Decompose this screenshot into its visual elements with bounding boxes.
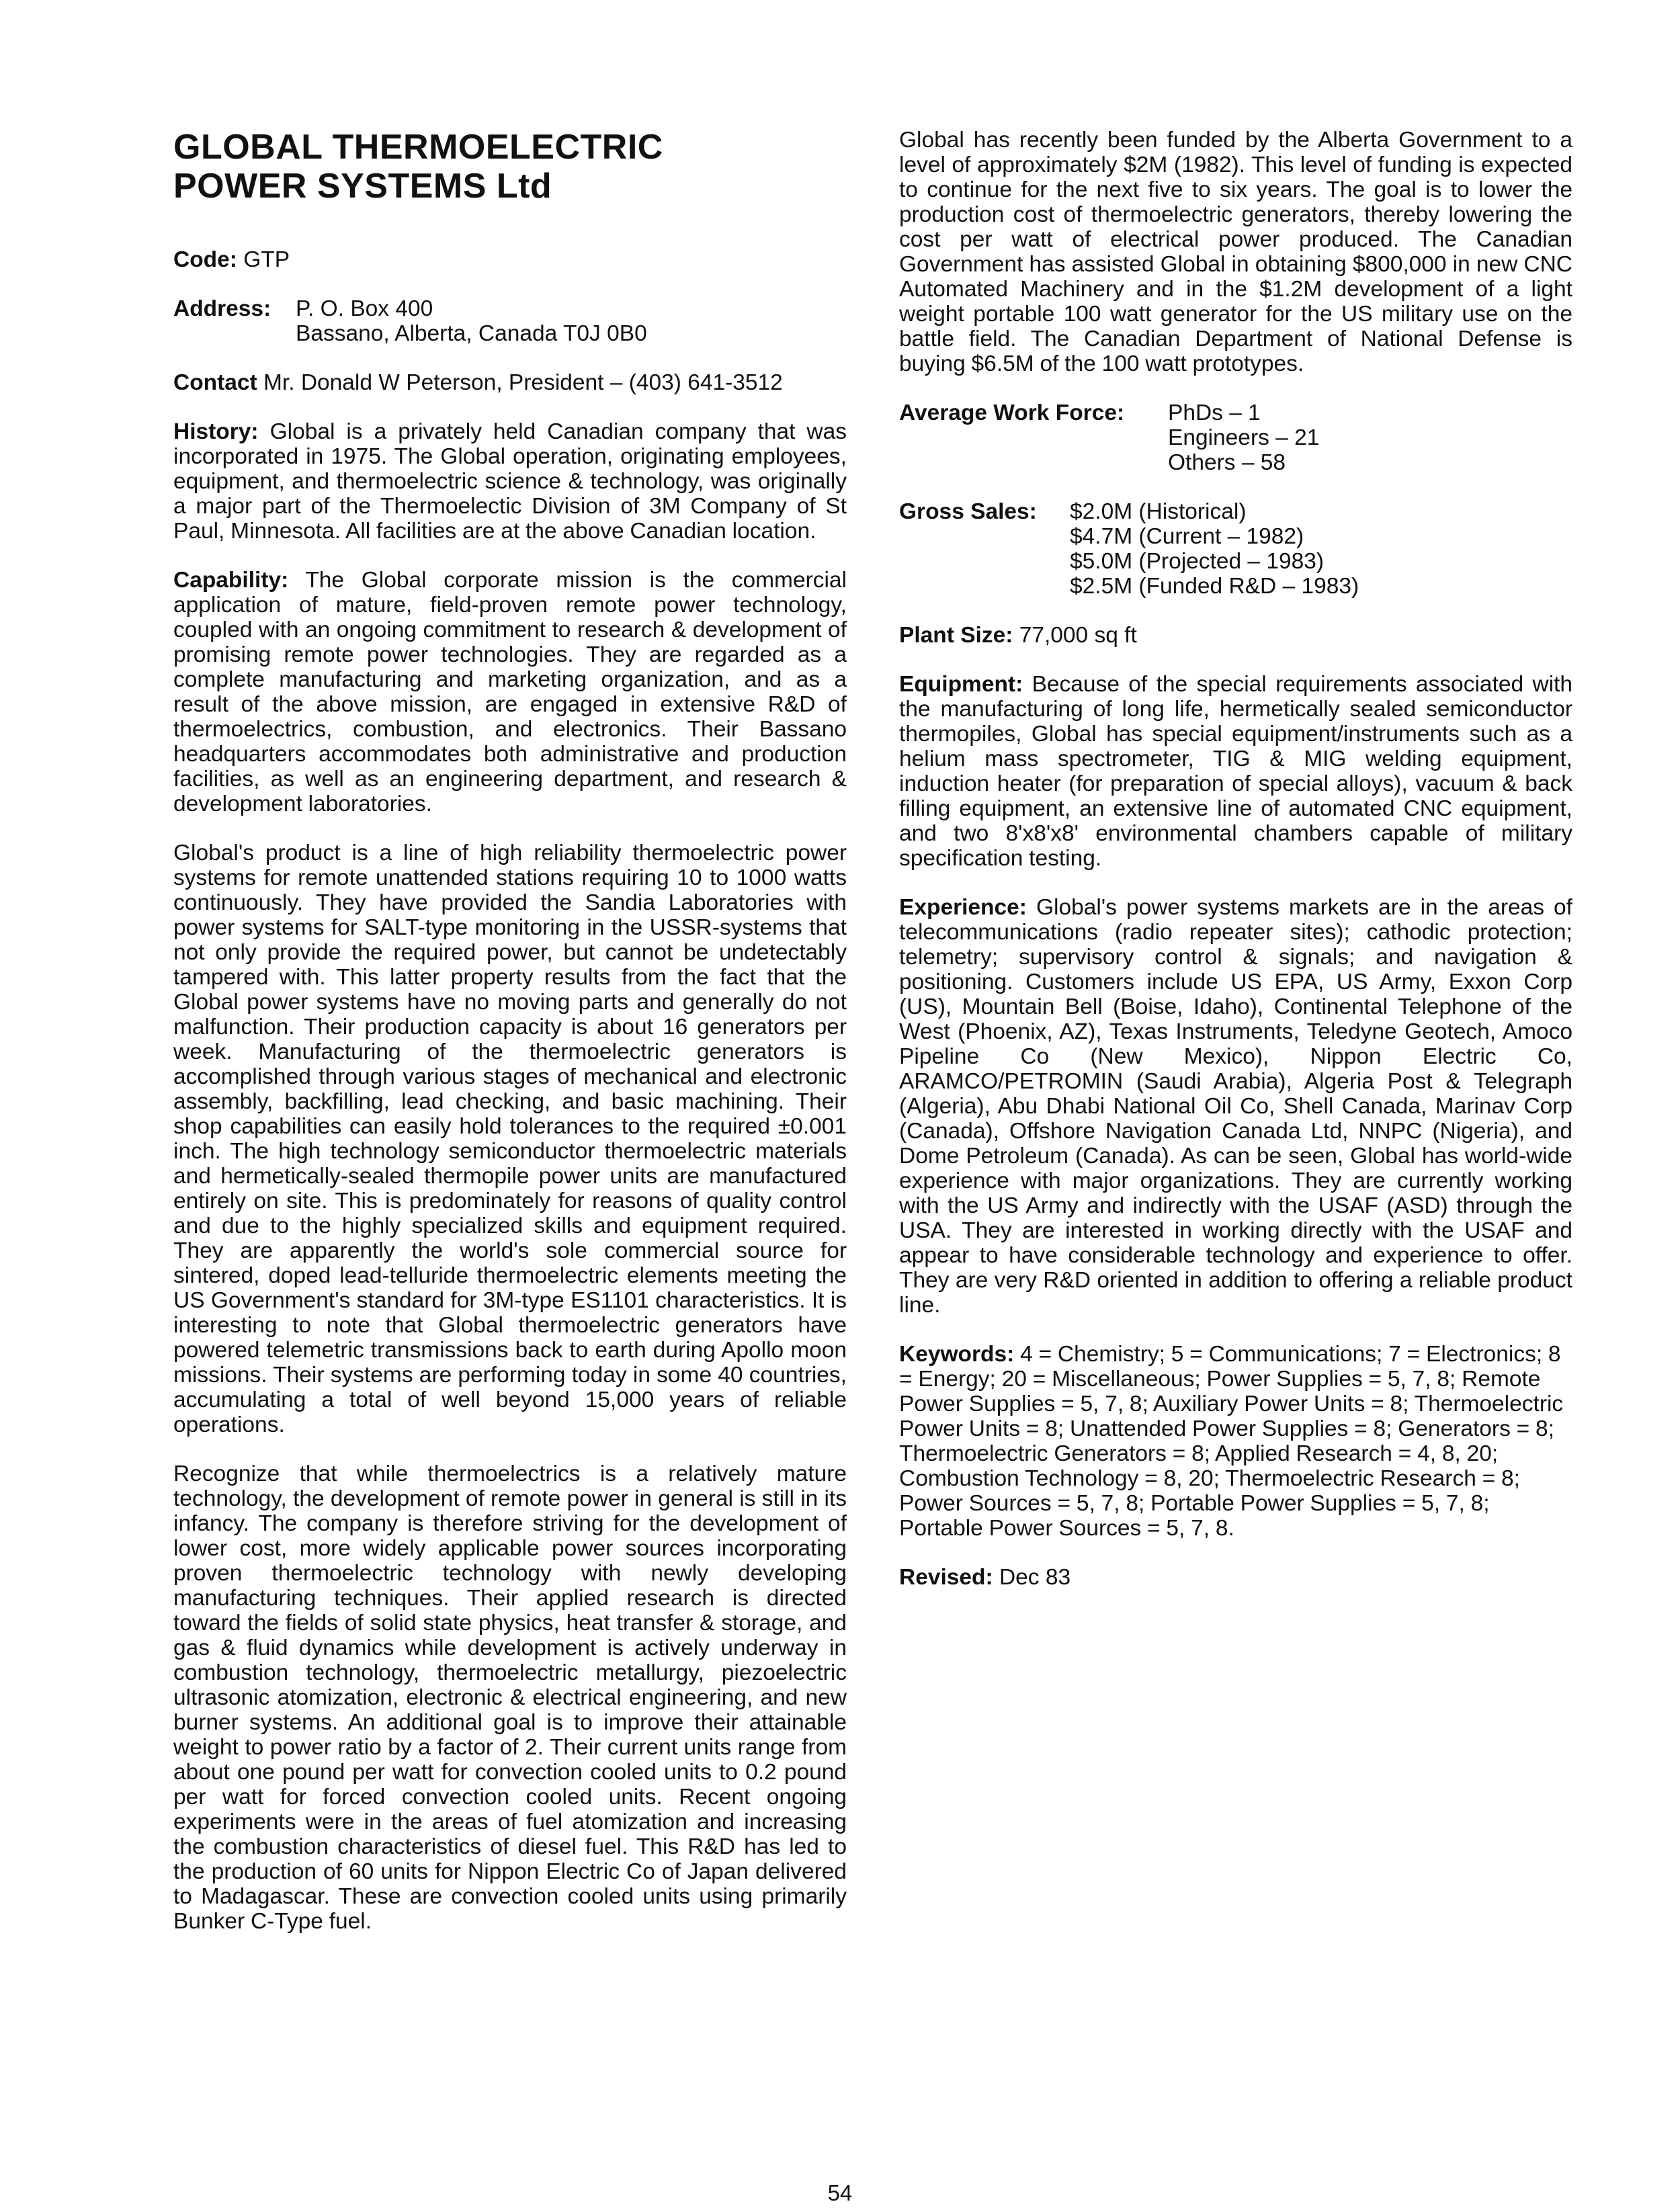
contact-label: Contact xyxy=(173,370,257,395)
plant-size-label: Plant Size: xyxy=(899,623,1013,648)
page-number: 54 xyxy=(827,2180,853,2205)
history-text: Global is a privately held Canadian company that was incorporated in 1975. The Global operation, originating employees, equipment, and thermoelectric science & technology, was originally a major part of the Thermoelectic Division of 3M Company of St Paul, Minnesota. All facilities are at the above Canadian location. xyxy=(173,419,847,544)
address-label: Address: xyxy=(173,296,271,321)
work-force-others: Others – 58 xyxy=(1168,450,1286,475)
address-line-2: Bassano, Alberta, Canada T0J 0B0 xyxy=(296,321,647,346)
work-force-block xyxy=(899,400,1572,475)
gross-sales-current: $4.7M (Current – 1982) xyxy=(1070,524,1304,549)
experience-paragraph xyxy=(899,895,1572,1318)
gross-sales-historical: $2.0M (Historical) xyxy=(1070,499,1247,524)
equipment-text: Because of the special requirements associated with the manufacturing of long life, hermetically sealed semiconductor thermopiles, Global has special equipment/instruments such as a helium mass spectrometer, TIG & MIG welding equipment, induction heater (for preparation of special alloys), vacuum & back filling equipment, an extensive line of automated CNC equipment, and two 8'x8'x8' environmental chambers capable of military specification testing. xyxy=(899,672,1572,871)
capability-label: Capability: xyxy=(173,568,289,593)
product-paragraph: Global's product is a line of high reliability thermoelectric power systems for remote unattended stations requiring 10 to 1000 watts continuously. They have provided the Sandia Laboratories with power systems for SALT-type monitoring in the USSR-systems that not only provide the required power, but cannot be undetectably tampered with. This latter property results from the fact that the Global power systems have no moving parts and generally do not malfunction. Their production capacity is about 16 generators per week. Manufacturing of the thermoelectric generators is accomplished through various stages of mechanical and electronic assembly, backfilling, lead checking, and basic machining. Their shop capabilities can easily hold tolerances to the required ±0.001 inch. The high technology semiconductor thermoelectric materials and hermetically-sealed thermopile power units are manufactured entirely on site. This is predominately for reasons of quality control and due to the highly specialized skills and equipment required. They are apparently the world's sole commercial source for sintered, doped lead-telluride thermoelectric elements meeting the US Government's standard for 3M-type ES1101 characteristics. It is interesting to note that Global thermoelectric generators have powered telemetric transmissions back to earth during Apollo moon missions. Their systems are performing today in some 40 countries, accumulating a total of well beyond 15,000 years of reliable operations. xyxy=(173,841,847,1437)
title-line-2: POWER SYSTEMS Ltd xyxy=(173,167,552,206)
contact-field xyxy=(173,370,847,395)
code-field xyxy=(173,247,847,272)
capability-text: The Global corporate mission is the commercial application of mature, field-proven remote power technology, coupled with an ongoing commitment to research & development of promising remote power technologies. They are regarded as a complete manufacturing and marketing organization, and as a result of the above mission, are engaged in extensive R&D of thermoelectrics, combustion, and electronics. Their Bassano headquarters accommodates both administrative and production facilities, as well as an engineering department, and research & development laboratories. xyxy=(173,568,847,816)
keywords-paragraph xyxy=(899,1342,1572,1541)
keywords-label: Keywords: xyxy=(899,1342,1015,1367)
address-field xyxy=(173,296,847,346)
history-label: History: xyxy=(173,419,259,444)
gross-sales-funded: $2.5M (Funded R&D – 1983) xyxy=(1070,574,1359,599)
revised-label: Revised: xyxy=(899,1565,993,1590)
gross-sales-label: Gross Sales: xyxy=(899,499,1037,524)
gross-sales-projected: $5.0M (Projected – 1983) xyxy=(1070,549,1325,574)
code-value: GTP xyxy=(243,247,290,272)
right-column xyxy=(899,128,1572,1614)
work-force-engineers: Engineers – 21 xyxy=(1168,425,1320,450)
gross-sales-lines xyxy=(1070,499,1359,599)
left-column xyxy=(173,128,847,1958)
contact-value: Mr. Donald W Peterson, President – (403) 641-3512 xyxy=(263,370,783,395)
code-label: Code: xyxy=(173,247,237,272)
title-line-1: GLOBAL THERMOELECTRIC xyxy=(173,128,663,167)
plant-size-field xyxy=(899,623,1572,648)
keywords-text: 4 = Chemistry; 5 = Communications; 7 = Electronics; 8 = Energy; 20 = Miscellaneous; Power Supplies = 5, 7, 8; Remote Power Supplies = 5, 7, 8; Auxiliary Power Units = 8; Thermoelectric Power Units = 8; Unattended Power Supplies = 8; Generators = 8; Thermoelectric Generators = 8; Applied Research = 4, 8, 20; Combustion Technology = 8, 20; Thermoelectric Research = 8; Power Sources = 5, 7, 8; Portable Power Supplies = 5, 7, 8; Portable Power Sources = 5, 7, 8. xyxy=(899,1342,1564,1541)
funding-paragraph: Global has recently been funded by the Alberta Government to a level of approximately $2M (1982). This level of funding is expected to continue for the next five to six years. The goal is to lower the production cost of thermoelectric generators, thereby lowering the cost per watt of electrical power produced. The Canadian Government has assisted Global in obtaining $800,000 in new CNC Automated Machinery and in the $1.2M development of a light weight portable 100 watt generator for the US military use on the battle field. The Canadian Department of National Defense is buying $6.5M of the 100 watt prototypes. xyxy=(899,128,1572,376)
work-force-phds: PhDs – 1 xyxy=(1168,400,1261,425)
work-force-label: Average Work Force: xyxy=(899,400,1125,425)
experience-text: Global's power systems markets are in the areas of telecommunications (radio repeater sites); cathodic protection; telemetry; supervisory control & signals; and navigation & positioning. Customers include US EPA, US Army, Exxon Corp (US), Mountain Bell (Boise, Idaho), Continental Telephone of the West (Phoenix, AZ), Texas Instruments, Teledyne Geotech, Amoco Pipeline Co (New Mexico), Nippon Electric Co, ARAMCO/PETROMIN (Saudi Arabia), Algeria Post & Telegraph (Algeria), Abu Dhabi National Oil Co, Shell Canada, Marinav Corp (Canada), Offshore Navigation Canada Ltd, NNPC (Nigeria), and Dome Petroleum (Canada). As can be seen, Global has world-wide experience with major organizations. They are currently working with the US Army and indirectly with the USAF (ASD) through the USA. They are interested in working directly with the USAF and appear to have considerable technology and experience to offer. They are very R&D oriented in addition to offering a reliable product line. xyxy=(899,895,1572,1318)
plant-size-value: 77,000 sq ft xyxy=(1019,623,1137,648)
experience-label: Experience: xyxy=(899,895,1027,920)
equipment-paragraph xyxy=(899,672,1572,871)
gross-sales-block xyxy=(899,499,1572,599)
page-title xyxy=(173,128,847,206)
history-paragraph xyxy=(173,419,847,544)
equipment-label: Equipment: xyxy=(899,672,1023,697)
address-line-1: P. O. Box 400 xyxy=(296,296,433,321)
address-lines xyxy=(296,296,647,346)
work-force-lines xyxy=(1168,400,1319,475)
development-paragraph: Recognize that while thermoelectrics is a relatively mature technology, the development of remote power in general is still in its infancy. The company is therefore striving for the development of lower cost, more widely applicable power sources incorporating proven thermoelectric technology with newly developing manufacturing techniques. Their applied research is directed toward the fields of solid state physics, heat transfer & storage, and gas & fluid dynamics while development is actively underway in combustion technology, thermoelectric metallurgy, piezoelectric ultrasonic atomization, electronic & electrical engineering, and new burner systems. An additional goal is to improve their attainable weight to power ratio by a factor of 2. Their current units range from about one pound per watt for convection cooled units to 0.2 pound per watt for forced convection cooled units. Recent ongoing experiments were in the areas of fuel atomization and increasing the combustion characteristics of diesel fuel. This R&D has led to the production of 60 units for Nippon Electric Co of Japan delivered to Madagascar. These are convection cooled units using primarily Bunker C-Type fuel. xyxy=(173,1461,847,1934)
revised-value: Dec 83 xyxy=(999,1565,1071,1590)
revised-field xyxy=(899,1565,1572,1590)
capability-paragraph xyxy=(173,568,847,816)
